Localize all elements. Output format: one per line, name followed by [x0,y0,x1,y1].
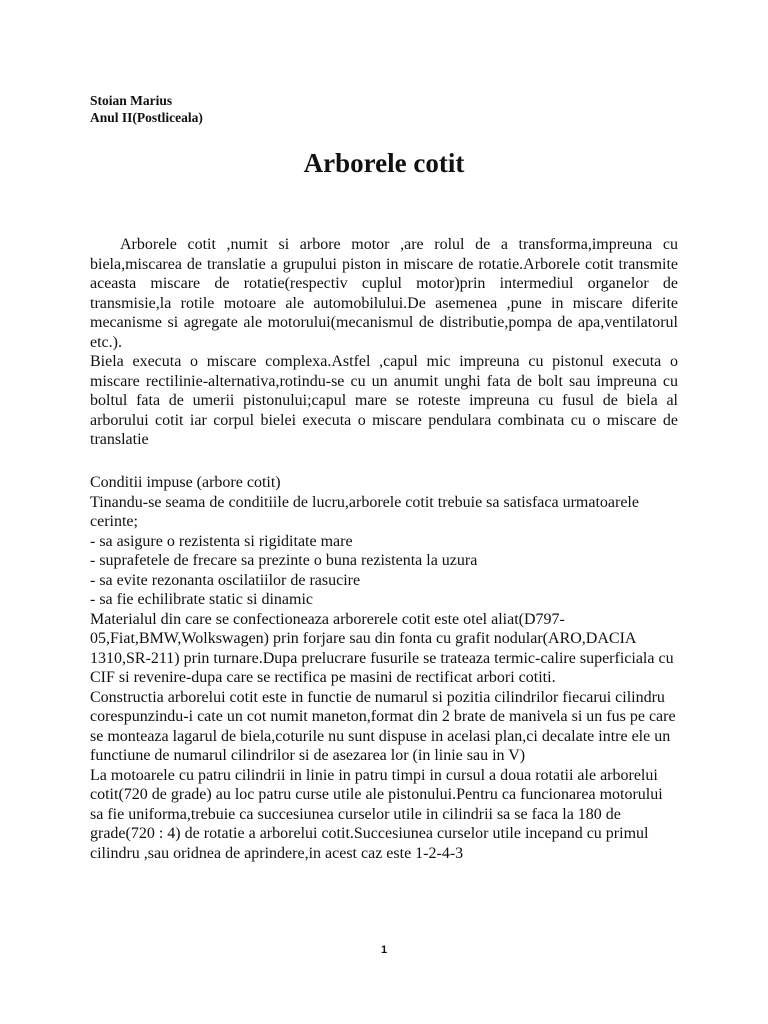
engines-paragraph: La motoarele cu patru cilindrii in linie in patru timpi in cursul a doua rotatii ale arborelui cotit(720 de grade) au loc patru curse utile ale pistonului.Pentru ca funcionarea motorului sa fie uniforma,trebuie ca succesiunea curselor utile in cilindrii sa se faca la 180 de grade(720 : 4) de rotatie a arborelui cotit.Succesiunea curselor utile incepand cu primul cilindru ,sau oridnea de aprindere,in acest caz este 1-2-4-3 [90,766,663,862]
document-title: Arborele cotit [303,148,465,178]
requirement-item: - sa evite rezonanta oscilatiilor de rasucire [90,571,361,589]
author-name: Stoian Marius [90,93,173,108]
requirements-lead: Tinandu-se seama de conditiile de lucru,arborele cotit trebuie sa satisfaca urmatoarele cerinte; [90,493,639,530]
author-block [90,92,203,126]
page-number: 1 [380,944,388,956]
intro-paragraph-2: Biela executa o miscare complexa.Astfel ,capul mic impreuna cu pistonul executa o miscare rectilinie-alternativa,rotindu-se cu un anumit unghi fata de bolt sau impreuna cu boltul fata de umerii pistonului;capul mare se roteste impreuna cu fusul de biela al arborului cotit iar corpul bielei executa o miscare pendulara combinata cu o miscare de translatie [90,353,678,448]
conditions-section [90,473,678,863]
requirement-item: - sa asigure o rezistenta si rigiditate mare [90,532,353,550]
requirement-item: - sa fie echilibrate static si dinamic [90,591,314,608]
requirement-item: - suprafetele de frecare sa prezinte o buna rezistenta la uzura [90,552,478,569]
intro-paragraph-1: Arborele cotit ,numit si arbore motor ,are rolul de a transforma,impreuna cu biela,miscarea de translatie a grupului piston in miscare de rotatie.Arborele cotit transmite aceasta miscare de rotatie(respectiv cuplul motor)prin intermediul organelor de transmisie,la rotile motoare ale automobilului.De asemenea ,pune in miscare diferite mecanisme si agregate ale motorului(mecanismul de distributie,pompa de apa,ventilatorul etc.). [90,236,678,351]
construction-paragraph: Constructia arborelui cotit este in functie de numarul si pozitia cilindrilor fiecarui cilindru corespunzindu-i cate un cot numit maneton,format din 2 brate de manivela si un fus pe care se monteaza lagarul de biela,coturile nu sunt dispuse in acelasi plan,ci decalate intre ele un functiune de numarul cilindrilor si de asezarea lor (in linie sau in V) [90,688,676,764]
intro-section [90,235,678,450]
material-paragraph: Materialul din care se confectioneaza arborerele cotit este otel aliat(D797-05,Fiat,BMW,Wolkswagen) prin forjare sau din fonta cu grafit nodular(ARO,DACIA 1310,SR-211) prin turnare.Dupa prelucrare fusurile se trateaza termic-calire superficiala cu CIF si revenire-dupa care se rectifica pe masini de rectificat arbori cotiti. [90,610,674,686]
author-year: Anul II(Postliceala) [90,110,203,125]
section-heading: Conditii impuse (arbore cotit) [90,474,281,491]
